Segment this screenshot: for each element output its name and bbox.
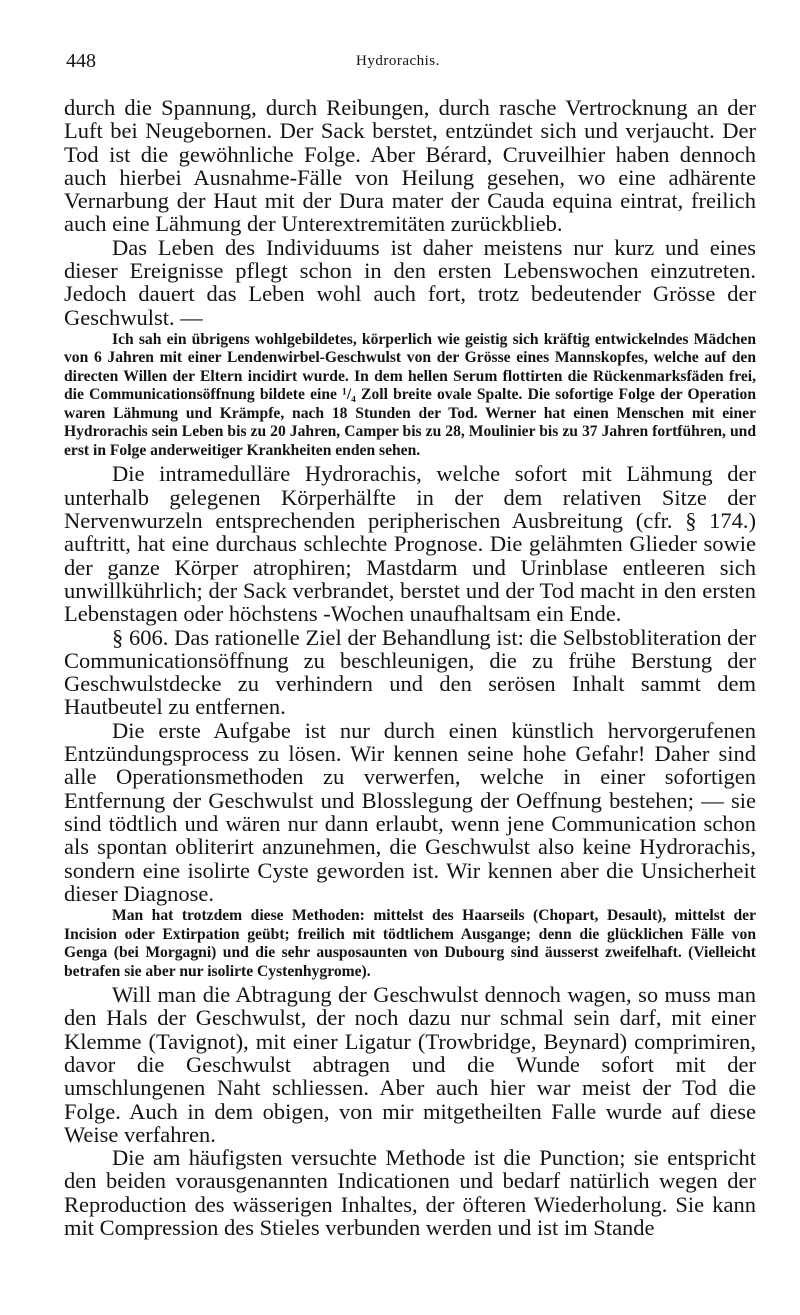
paragraph-puncture: Die am häufigsten versuchte Methode ist die Punction; sie entspricht den beiden vorausgenannten Indicationen und bedarf natürlich wegen der Reproduction des wässerigen Inhaltes, der öfteren Wiederholung. Sie kann mit Compression des Stieles verbunden werden und ist im Stande	[64, 1145, 756, 1241]
running-title: Hydrorachis.	[356, 52, 440, 69]
paragraph-intramedullary: Die intramedulläre Hydrorachis, welche sofort mit Lähmung der unterhalb gelegenen Körperhälfte in der dem relativen Sitze der Nervenwurzeln entsprechenden peripherischen Ausbreitung (cfr. § 174.) auftritt, hat eine durchaus schlechte Prognose. Die gelähmten Glieder sowie der ganze Körper atrophiren; Mastdarm und Urinblase entleeren sich unwillkührlich; der Sack verbrandet, berstet und der Tod macht in den ersten Lebenstagen oder höchstens -Wochen unaufhaltsam ein Ende.	[64, 461, 756, 627]
note-case-report: Ich sah ein übrigens wohlgebildetes, körperlich wie geistig sich kräftig entwickelndes Mädchen von 6 Jahren mit einer Lendenwirbel-Geschwulst von der Grösse eines Mannskopfes, welche auf den directen Willen der Eltern incidirt wurde. In dem hellen Serum flottirten die Rückenmarksfäden frei, die Communicationsöffnung bildete eine ¹/₄ Zoll breite ovale Spalte. Die sofortige Folge der Operation waren Lähmung und Krämpfe, nach 18 Stunden der Tod. Werner hat einen Menschen mit einer Hydrorachis sein Leben bis zu 20 Jahren, Camper bis zu 28, Moulinier bis zu 37 Jahren fortführen, und erst in Folge anderweitiger Krankheiten enden sehen.	[64, 330, 756, 459]
page-header	[66, 44, 740, 78]
paragraph-section-606: § 606. Das rationelle Ziel der Behandlung ist: die Selbstobliteration der Communicationsöffnung zu beschleunigen, die zu frühe Berstung der Geschwulstdecke zu verhindern und den serösen Inhalt sammt dem Hautbeutel zu entfernen.	[64, 624, 756, 720]
page-number: 448	[66, 49, 96, 72]
paragraph-ablation: Will man die Abtragung der Geschwulst dennoch wagen, so muss man den Hals der Geschwulst, der noch dazu nur schmal sein darf, mit einer Klemme (Tavignot), mit einer Ligatur (Trowbridge, Beynard) comprimiren, davor die Geschwulst abtragen und die Wunde sofort mit der umschlungenen Naht schliessen. Aber auch hier war meist der Tod die Folge. Auch in dem obigen, von mir mitgetheilten Falle wurde auf diese Weise verfahren.	[64, 982, 756, 1147]
paragraph-first-task: Die erste Aufgabe ist nur durch einen künstlich hervorgerufenen Entzündungsprocess zu lösen. Wir kennen seine hohe Gefahr! Daher sind alle Operationsmethoden zu verwerfen, welche in einer sofortigen Entfernung der Geschwulst und Blosslegung der Oeffnung bestehen; — sie sind tödtlich und wären nur dann erlaubt, wenn jene Communication schon als spontan obliterirt anzunehmen, die Geschwulst also keine Hydrorachis, sondern eine isolirte Cyste geworden ist. Wir kennen aber die Unsicherheit dieser Diagnose.	[64, 717, 756, 906]
note-methods: Man hat trotzdem diese Methoden: mittelst des Haarseils (Chopart, Desault), mittelst der Incision oder Extirpation geübt; freilich mit tödtlichem Ausgange; denn die glücklichen Fälle von Genga (bei Morgagni) und die sehr ausposaunten von Dubourg sind äusserst zweifelhaft. (Vielleicht betrafen sie aber nur isolirte Cystenhygrome).	[64, 907, 756, 980]
paragraph-life-expectancy: Das Leben des Individuums ist daher meistens nur kurz und eines dieser Ereignisse pflegt schon in den ersten Lebenswochen einzutreten. Jedoch dauert das Leben wohl auch fort, trotz bedeutender Grösse der Geschwulst. —	[64, 234, 756, 330]
paragraph-continuation: durch die Spannung, durch Reibungen, durch rasche Vertrocknung an der Luft bei Neugebornen. Der Sack berstet, entzündet sich und verjaucht. Der Tod ist die gewöhnliche Folge. Aber Bérard, Cruveilhier haben dennoch auch hierbei Ausnahme-Fälle von Heilung gesehen, wo eine adhärente Vernarbung der Haut mit der Dura mater der Cauda equina eintrat, freilich auch eine Lähmung der Unterextremitäten zurückblieb.	[64, 95, 756, 237]
page-body	[64, 96, 756, 1239]
